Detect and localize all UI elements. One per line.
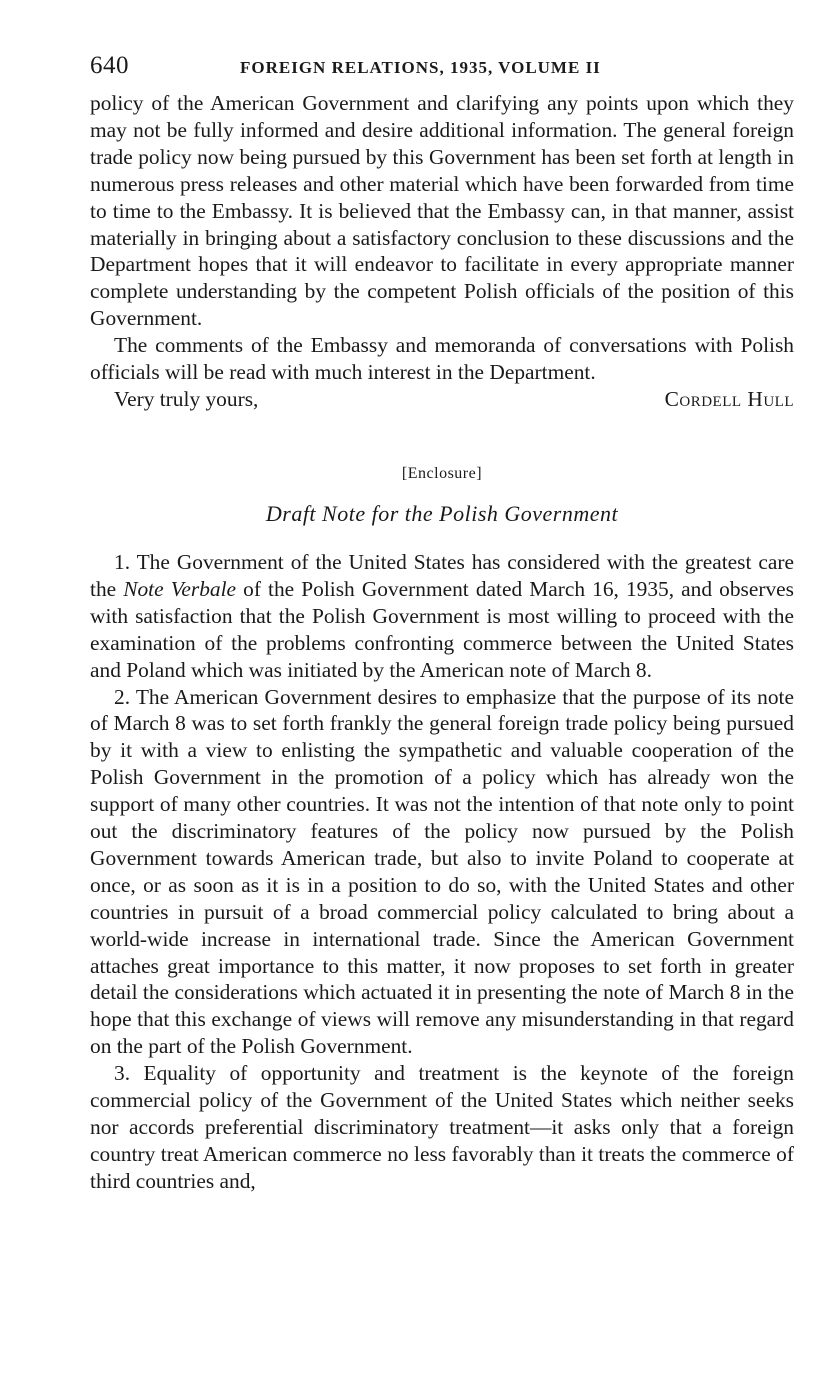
running-title: FOREIGN RELATIONS, 1935, VOLUME II — [240, 58, 601, 77]
letter-paragraph-continued: policy of the American Government and clarifying any points upon which they may not be fully informed and desire additional information. The general foreign trade policy now being pursued by this Government has been set forth at length in numerous press releases and other material which have been forwarded from time to time to the Embassy. It is believed that the Embassy can, in that manner, assist materially in bringing about a satisfactory conclusion to these discussions and the Department hopes that it will endeavor to facilitate in every appropriate manner complete understanding by the competent Polish officials of the position of this Government. — [90, 91, 794, 331]
enclosure-paragraph-2: 2. The American Government desires to emphasize that the purpose of its note of March 8 was to set forth frankly the general foreign trade policy being pursued by it with a view to enlisting the sympathetic and valuable cooperation of the Polish Government in the promotion of a policy which has already won the support of many other countries. It was not the intention of that note only to point out the discriminatory features of the policy now pursued by the Polish Government towards American trade, but also to invite Poland to cooperate at once, or as soon as it is in a position to do so, with the United States and other countries in pursuit of a broad commercial policy calculated to bring about a world-wide increase in international trade. Since the American Government attaches great importance to this matter, it now proposes to set forth in greater detail the considerations which actuated it in presenting the note of March 8 in the hope that this exchange of views will remove any misunderstanding in that regard on the part of the Polish Government. — [90, 684, 794, 1059]
signature: Cordell Hull — [664, 386, 794, 411]
complimentary-close: Very truly yours, — [114, 386, 259, 411]
document-page — [90, 50, 794, 1195]
para1-text-after: of the Polish Government dated March 16, 1935, and observes with satisfaction that the Polish Government is most willing to proceed with the examination of the problems confronting commerce between the United States and Poland which was initiated by the American note of March 8. — [90, 576, 794, 682]
note-verbale-italic: Note Verbale — [123, 576, 237, 601]
enclosure-paragraph-1 — [90, 549, 794, 684]
enclosure-paragraph-3: 3. Equality of opportunity and treatment is the keynote of the foreign commercial policy of the Government of the United States which neither seeks nor accords preferential discriminatory treatment—it asks only that a foreign country treat American commerce no less favorably than it treats the commerce of third countries and, — [90, 1061, 794, 1193]
page-number: 640 — [90, 52, 129, 79]
running-head — [90, 50, 794, 90]
enclosure-label: [Enclosure] — [401, 464, 483, 482]
letter-closing — [90, 386, 794, 413]
letter-paragraph-comments: The comments of the Embassy and memoranda of conversations with Polish officials will be read with much interest in the Department. — [90, 333, 794, 385]
enclosure-title: Draft Note for the Polish Government — [265, 500, 619, 526]
para1-text-before: 1. The Government of the United States has considered with the greatest care the — [90, 549, 794, 601]
